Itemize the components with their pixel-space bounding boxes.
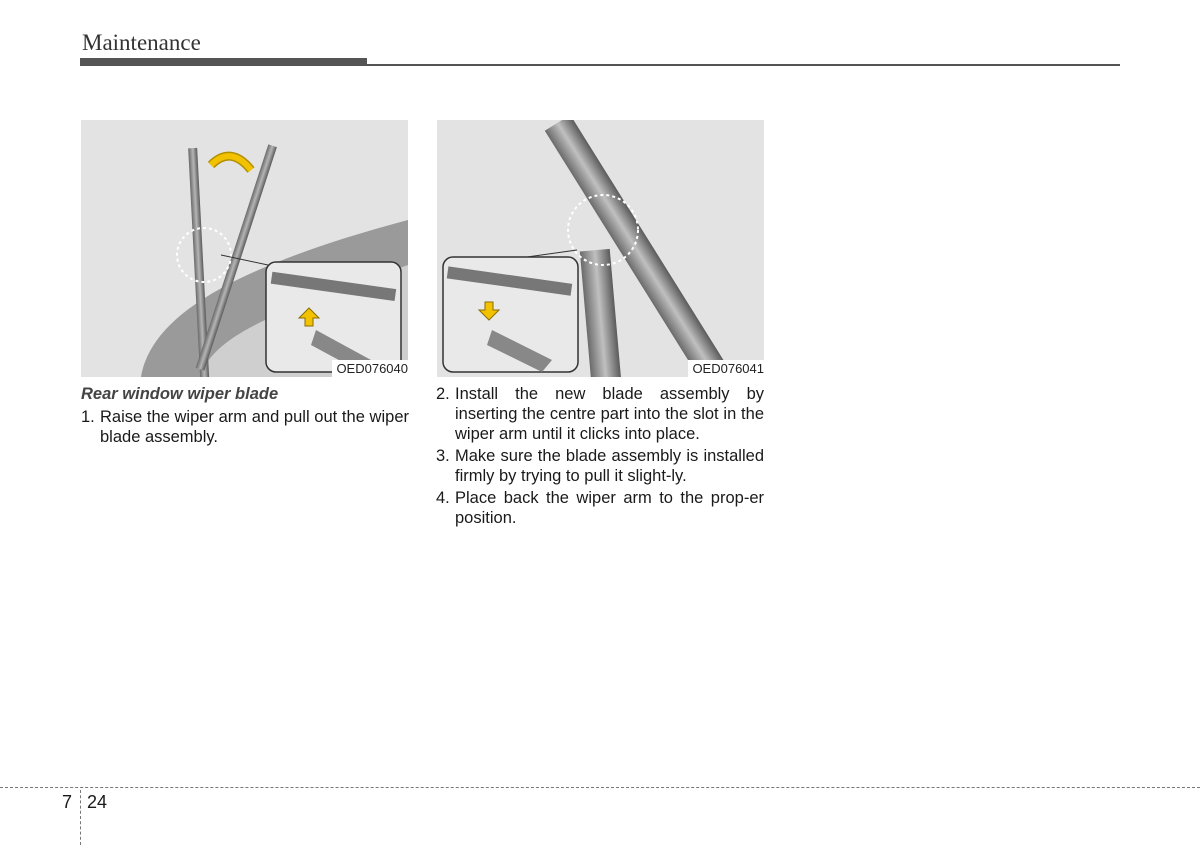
figure-rear-wiper-install xyxy=(437,120,764,377)
wiper-raise-illustration xyxy=(81,120,408,377)
step-item xyxy=(436,488,764,528)
step-item xyxy=(436,446,764,486)
header-rule-thin xyxy=(80,64,1120,66)
subheading: Rear window wiper blade xyxy=(81,385,279,403)
right-column xyxy=(436,384,764,530)
chapter-number: 7 xyxy=(62,792,73,812)
footer-divider xyxy=(80,790,81,845)
step-text: Install the new blade assembly by inserting the centre part into the slot in the wiper arm until it clicks into place. xyxy=(455,385,764,443)
figure-rear-wiper-raise xyxy=(81,120,408,377)
step-number: 1. xyxy=(81,408,95,426)
step-number: 4. xyxy=(436,489,450,507)
page-number: 24 xyxy=(87,792,108,812)
step-number: 2. xyxy=(436,385,450,403)
figure-code: OED076041 xyxy=(688,360,764,377)
step-text: Make sure the blade assembly is installed firmly by trying to pull it slight-ly. xyxy=(455,447,764,485)
step-number: 3. xyxy=(436,447,450,465)
step-text: Place back the wiper arm to the prop-er position. xyxy=(455,489,764,527)
step-item xyxy=(436,384,764,444)
left-column xyxy=(81,384,409,449)
figure-code: OED076040 xyxy=(332,360,408,377)
footer-rule xyxy=(0,787,1200,788)
wiper-install-illustration xyxy=(437,120,764,377)
section-title: Maintenance xyxy=(82,30,201,55)
step-item xyxy=(81,407,409,447)
step-text: Raise the wiper arm and pull out the wiper blade assembly. xyxy=(100,408,409,446)
